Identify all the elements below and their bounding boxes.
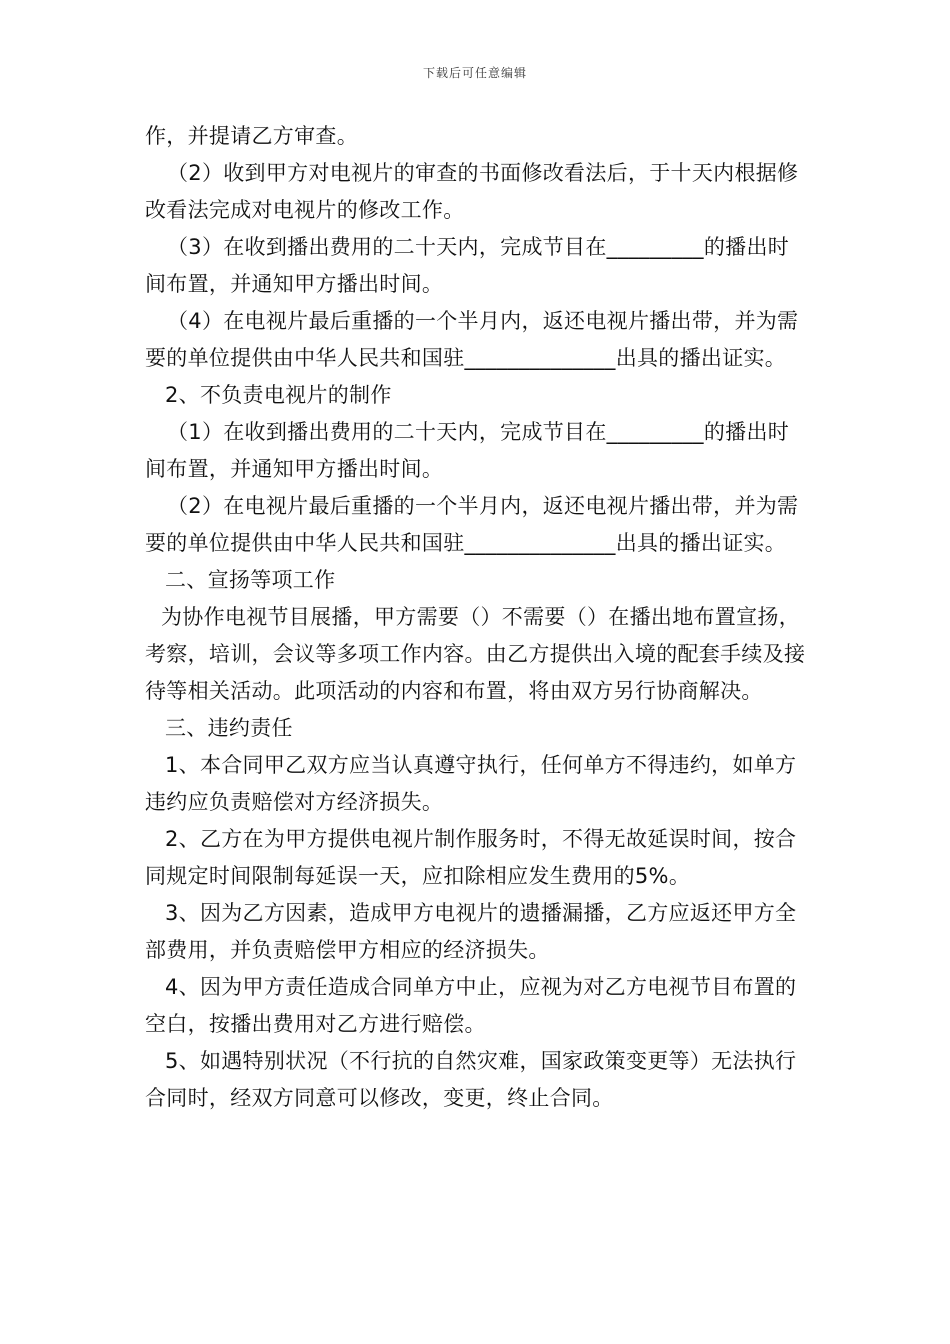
paragraph: （3）在收到播出费用的二十天内，完成节目在_________的播出时间布置，并通知甲方播出时间。 [145,235,790,296]
paragraph: （4）在电视片最后重播的一个半月内，返还电视片播出带，并为需要的单位提供由中华人民共和国驻______________出具的播出证实。 [145,309,799,370]
paragraph: （1）在收到播出费用的二十天内，完成节目在_________的播出时间布置，并通知甲方播出时间。 [145,420,790,481]
paragraph: 为协作电视节目展播，甲方需要（）不需要（）在播出地布置宣扬，考察，培训，会议等多项工作内容。由乙方提供出入境的配套手续及接待等相关活动。此项活动的内容和布置，将由双方另行协商解决。 [145,605,806,703]
document-body [145,118,810,1117]
paragraph: （2）在电视片最后重播的一个半月内，返还电视片播出带，并为需要的单位提供由中华人民共和国驻______________出具的播出证实。 [145,494,799,555]
paragraph: 5、如遇特别状况（不行抗的自然灾难，国家政策变更等）无法执行合同时，经双方同意可以修改，变更，终止合同。 [145,1049,797,1110]
paragraph: （2）收到甲方对电视片的审查的书面修改看法后，于十天内根据修改看法完成对电视片的修改工作。 [145,161,799,222]
paragraph: 作，并提请乙方审查。 [145,124,358,148]
paragraph: 3、因为乙方因素，造成甲方电视片的遗播漏播，乙方应返还甲方全部费用，并负责赔偿甲方相应的经济损失。 [145,901,797,962]
section-heading: 二、宣扬等项工作 [165,568,336,592]
section-heading: 三、违约责任 [165,716,293,740]
paragraph: 2、乙方在为甲方提供电视片制作服务时，不得无故延误时间，按合同规定时间限制每延误一天，应扣除相应发生费用的5%。 [145,827,797,888]
paragraph: 4、因为甲方责任造成合同单方中止，应视为对乙方电视节目布置的空白，按播出费用对乙方进行赔偿。 [145,975,797,1036]
paragraph: 2、不负责电视片的制作 [165,383,392,407]
page-header: 下载后可任意编辑 [422,66,527,80]
paragraph: 1、本合同甲乙双方应当认真遵守执行，任何单方不得违约，如单方违约应负责赔偿对方经济损失。 [145,753,797,814]
